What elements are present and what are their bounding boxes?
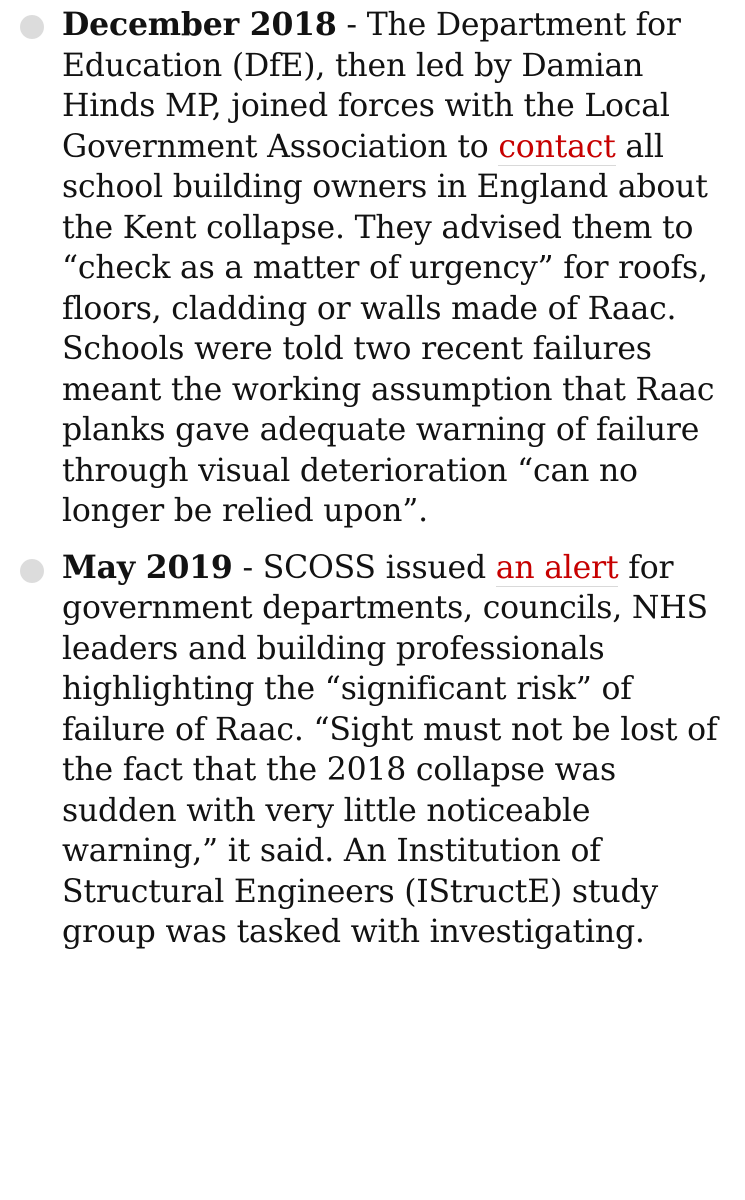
- timeline-item-text: [62, 548, 727, 953]
- timeline-item-text: [62, 5, 727, 532]
- text-before-link: SCOSS issued: [262, 549, 496, 586]
- alert-link[interactable]: an alert: [495, 549, 619, 586]
- text-before-link: The Department for Education (DfE), then led by Damian Hinds MP, joined forces with the Local Government Association to: [62, 7, 681, 165]
- contact-link[interactable]: contact: [498, 128, 616, 165]
- timeline-item-december-2018: [0, 0, 745, 532]
- date-separator: -: [336, 7, 367, 43]
- date-separator: -: [232, 549, 263, 586]
- bullet-icon: [20, 15, 44, 39]
- text-after-link: for government departments, councils, NHS leaders and building professionals highlighting the “significant risk” of failure of Raac. “Sight must not be lost of the fact that the 2018 collapse was sudden with very little noticeable warning,” it said. An Institution of Structural Engineers (IStructE) study group was tasked with investigating.: [62, 549, 718, 950]
- text-after-link: all school building owners in England about the Kent collapse. They advised them to “check as a matter of urgency” for roofs, floors, cladding or walls made of Raac. Schools were told two recent failures meant the working assumption that Raac planks gave adequate warning of failure through visual deterioration “can no longer be relied upon”.: [62, 128, 715, 529]
- bullet-icon: [20, 559, 44, 583]
- timeline-item-date: May 2019: [62, 548, 233, 586]
- timeline-item-date: December 2018: [62, 6, 337, 43]
- timeline-item-may-2019: [0, 548, 745, 953]
